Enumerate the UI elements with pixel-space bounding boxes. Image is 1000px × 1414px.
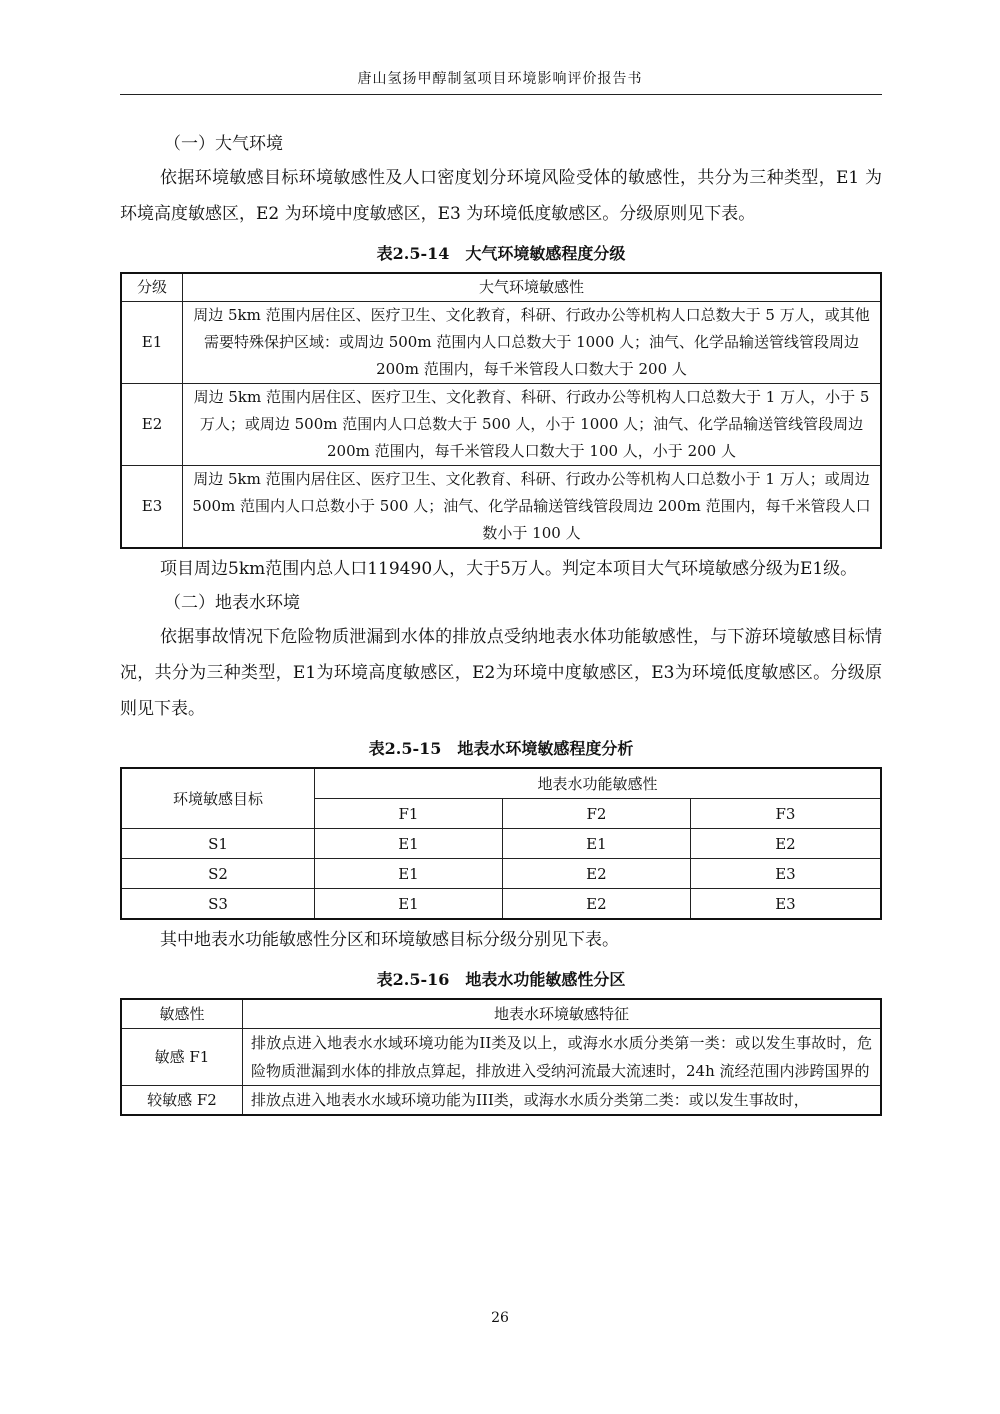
column-header-f2: F2: [502, 799, 690, 829]
group-header-function: 地表水功能敏感性: [315, 768, 882, 799]
atmosphere-sensitivity-table: [120, 272, 882, 549]
page-number: 26: [491, 1310, 509, 1326]
table-caption-2-5-16: 表2.5-16 地表水功能敏感性分区: [376, 970, 626, 989]
value-cell: E2: [502, 889, 690, 920]
table-row: [121, 1086, 881, 1116]
level-cell: 敏感 F1: [121, 1029, 243, 1086]
target-cell: S3: [121, 889, 315, 920]
description-cell: 排放点进入地表水水域环境功能为II类及以上，或海水水质分类第一类：或以发生事故时，危险物质泄漏到水体的排放点算起，排放进入受纳河流最大流速时，24h 流经范围内涉跨国界的: [243, 1029, 882, 1086]
value-cell: E1: [315, 829, 503, 859]
level-cell: E1: [121, 302, 183, 384]
header-divider: [120, 94, 882, 95]
column-header-f1: F1: [315, 799, 503, 829]
level-cell: 较敏感 F2: [121, 1086, 243, 1116]
column-header-sensitivity: 敏感性: [121, 999, 243, 1029]
level-cell: E2: [121, 384, 183, 466]
surface-water-sensitivity-table: [120, 767, 882, 920]
target-cell: S1: [121, 829, 315, 859]
value-cell: E1: [502, 829, 690, 859]
paragraph-atmosphere-intro: 依据环境敏感目标环境敏感性及人口密度划分环境风险受体的敏感性，共分为三种类型，E1 为环境高度敏感区，E2 为环境中度敏感区，E3 为环境低度敏感区。分级原则见下表。: [120, 168, 882, 224]
value-cell: E1: [315, 859, 503, 889]
table-header-row: [121, 273, 881, 302]
table-caption-2-5-14: 表2.5-14 大气环境敏感程度分级: [376, 244, 626, 263]
value-cell: E2: [502, 859, 690, 889]
column-header-f3: F3: [690, 799, 881, 829]
column-header-features: 地表水环境敏感特征: [243, 999, 882, 1029]
surface-water-function-table: [120, 998, 882, 1116]
paragraph-after-table: 其中地表水功能敏感性分区和环境敏感目标分级分别见下表。: [160, 930, 619, 950]
description-cell: 周边 5km 范围内居住区、医疗卫生、文化教育，科研、行政办公等机构人口总数大于 5 万人，或其他需要特殊保护区域：或周边 500m 范围内人口总数大于 1000 人；油气、化学品输送管线管段周边 200m 范围内，每千米管段人口数大于 200 人: [183, 302, 882, 384]
description-cell: 排放点进入地表水水域环境功能为III类，或海水水质分类第二类：或以发生事故时，: [243, 1086, 882, 1116]
row-header-target: 环境敏感目标: [121, 768, 315, 829]
table-row: [121, 889, 881, 920]
table-row: [121, 384, 881, 466]
table-row: [121, 829, 881, 859]
section-heading-surface-water: （二）地表水环境: [164, 593, 300, 613]
table-row: [121, 1029, 881, 1086]
value-cell: E3: [690, 889, 881, 920]
paragraph-surface-water-intro: 依据事故情况下危险物质泄漏到水体的排放点受纳地表水体功能敏感性，与下游环境敏感目标情况，共分为三种类型，E1为环境高度敏感区，E2为环境中度敏感区，E3为环境低度敏感区。分级原则见下表。: [120, 627, 882, 719]
column-header-sensitivity: 大气环境敏感性: [183, 273, 882, 302]
target-cell: S2: [121, 859, 315, 889]
table-row: [121, 302, 881, 384]
page-content: [120, 128, 882, 1116]
section-heading-atmosphere: （一）大气环境: [164, 134, 283, 154]
table-header-row: [121, 768, 881, 799]
table-caption-2-5-15: 表2.5-15 地表水环境敏感程度分析: [368, 739, 634, 758]
column-header-level: 分级: [121, 273, 183, 302]
table-row: [121, 466, 881, 549]
paragraph-atmosphere-conclusion: 项目周边5km范围内总人口119490人，大于5万人。判定本项目大气环境敏感分级为E1级。: [160, 559, 858, 579]
value-cell: E3: [690, 859, 881, 889]
table-header-row: [121, 999, 881, 1029]
value-cell: E2: [690, 829, 881, 859]
page-header: 唐山氢扬甲醇制氢项目环境影响评价报告书: [357, 71, 643, 87]
description-cell: 周边 5km 范围内居住区、医疗卫生、文化教育、科研、行政办公等机构人口总数大于 1 万人，小于 5 万人；或周边 500m 范围内人口总数大于 500 人，小于 1000 人；油气、化学品输送管线管段周边 200m 范围内，每千米管段人口数大于 100 人，小于 200 人: [183, 384, 882, 466]
level-cell: E3: [121, 466, 183, 549]
value-cell: E1: [315, 889, 503, 920]
description-cell: 周边 5km 范围内居住区、医疗卫生、文化教育、科研、行政办公等机构人口总数小于 1 万人；或周边 500m 范围内人口总数小于 500 人；油气、化学品输送管线管段周边 200m 范围内，每千米管段人口数小于 100 人: [183, 466, 882, 549]
table-row: [121, 859, 881, 889]
